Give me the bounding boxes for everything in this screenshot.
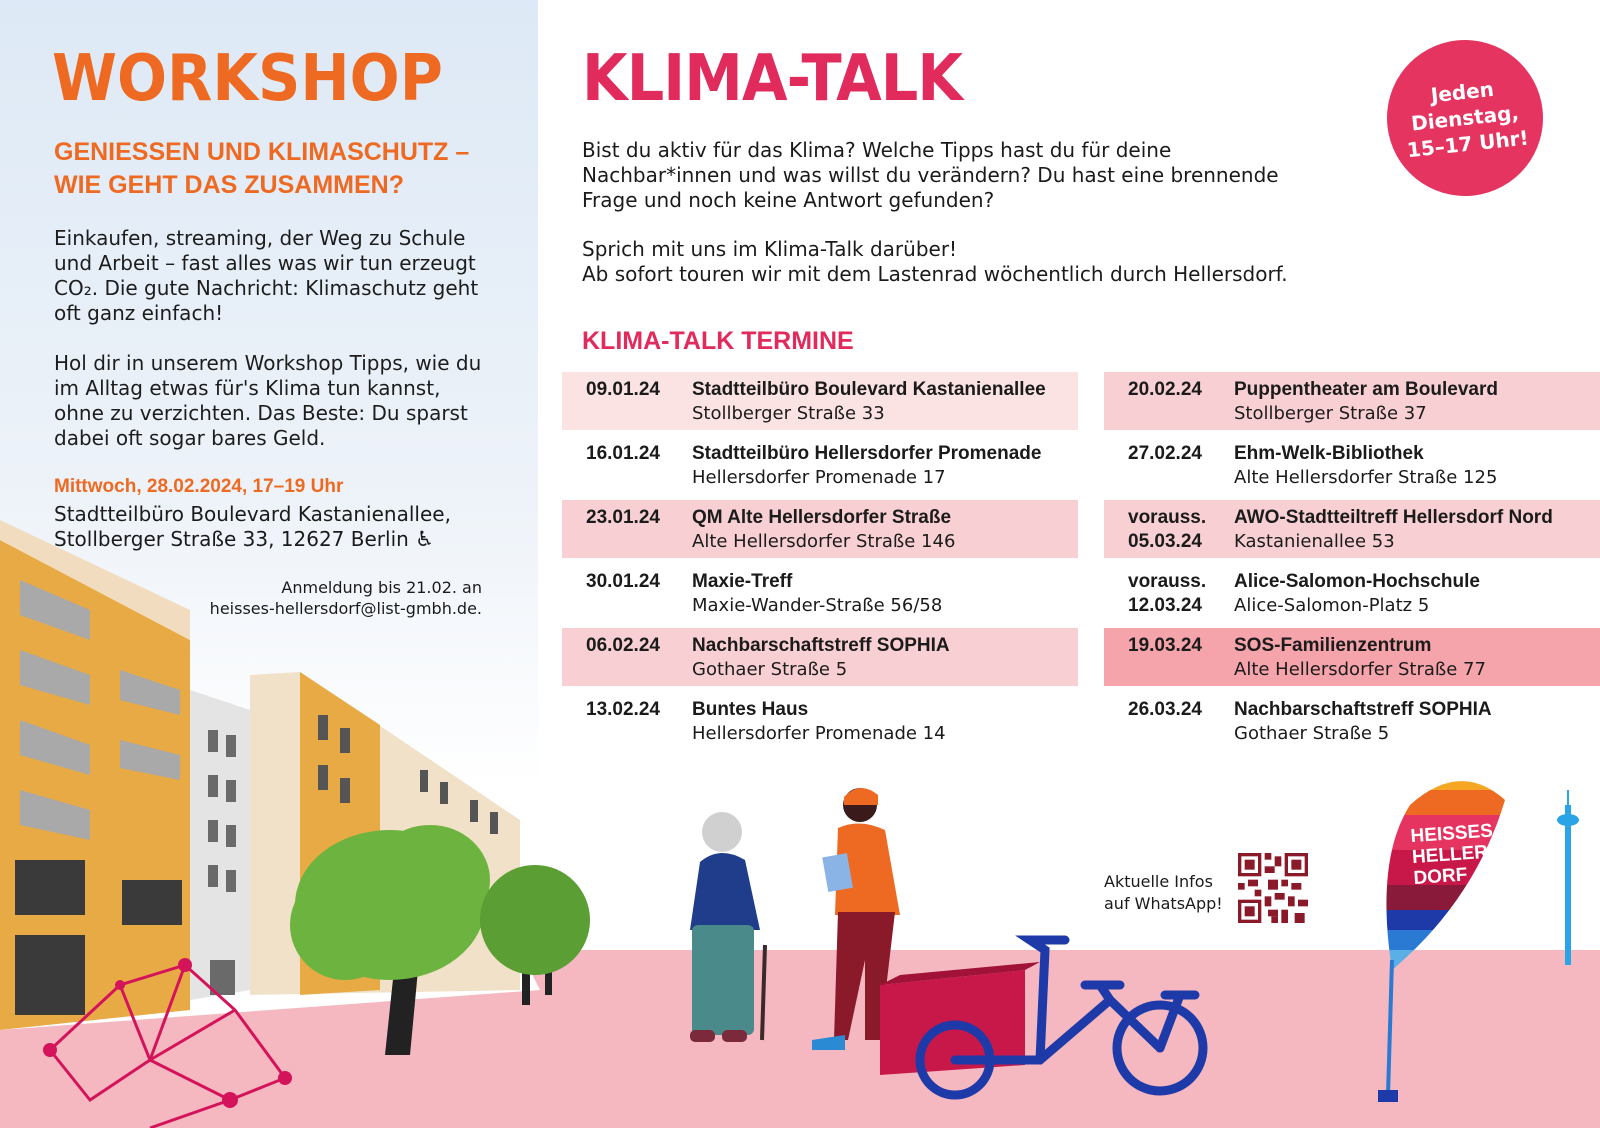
whatsapp-line1: Aktuelle Infos [1104,872,1213,891]
date-row [1104,564,1600,622]
date-row-address: Stollberger Straße 37 [1234,403,1427,424]
workshop-venue-line2: Stollberger Straße 33, 12627 Berlin [54,527,409,551]
date-row-date: 19.03.24 [1128,635,1202,656]
dates-title: KLIMA-TALK TERMINE [582,327,854,355]
date-row-venue: Buntes Haus [692,699,809,720]
flag-line3: DORF [1412,864,1469,890]
date-row-venue: Stadtteilbüro Boulevard Kastanienallee [692,379,1046,400]
date-row-date: 09.01.24 [586,379,660,400]
date-row [1104,436,1600,494]
date-row [562,500,1078,558]
date-row [1104,628,1600,686]
date-row-address: Alice-Salomon-Platz 5 [1234,595,1430,616]
workshop-paragraph-1: Einkaufen, streaming, der Weg zu Schule und Arbeit – fast alles was wir tun erzeugt CO₂. Die gute Nachricht: Klimaschutz geht oft ganz einfach! [54,226,479,325]
klima-talk-title: KLIMA-TALK [582,42,963,116]
date-row-date: 26.03.24 [1128,699,1202,720]
qr-code-icon[interactable] [1238,853,1308,923]
badge-line1: Jeden [1429,76,1495,108]
flag-line1: HEISSES [1409,820,1494,848]
workshop-venue-line1: Stadtteilbüro Boulevard Kastanienallee, [54,502,451,526]
workshop-paragraph-2: Hol dir in unserem Workshop Tipps, wie du im Alltag etwas für's Klima tun kannst, ohne zu verzichten. Das Beste: Du sparst dabei oft sogar bares Geld. [54,351,482,450]
date-row-address: Alte Hellersdorfer Straße 125 [1234,467,1498,488]
date-row-venue: AWO-Stadtteiltreff Hellersdorf Nord [1234,507,1553,528]
klima-talk-intro-2-line2: Ab sofort touren wir mit dem Lastenrad wöchentlich durch Hellersdorf. [582,262,1288,286]
date-row [562,372,1078,430]
date-row-date: 06.02.24 [586,635,660,656]
date-row-date: 13.02.24 [586,699,660,720]
workshop-subtitle-line1: GENIESSEN UND KLIMASCHUTZ – [54,138,470,166]
date-row-venue: Alice-Salomon-Hochschule [1234,571,1480,592]
date-row-date: 16.01.24 [586,443,660,464]
date-row-date: 20.02.24 [1128,379,1202,400]
date-row-venue: Puppentheater am Boulevard [1234,379,1498,400]
date-row-venue: Nachbarschaftstreff SOPHIA [1234,699,1492,720]
date-row [562,436,1078,494]
flag-line2: HELLERS [1411,840,1502,869]
date-row-venue: SOS-Familienzentrum [1234,635,1432,656]
date-row [562,692,1078,750]
registration-email[interactable]: heisses-hellersdorf@list-gmbh.de. [209,599,482,618]
date-row-address: Hellersdorfer Promenade 17 [692,467,946,488]
klima-talk-intro-2 [582,237,1322,287]
date-row-venue: Stadtteilbüro Hellersdorfer Promenade [692,443,1042,464]
whatsapp-line2: auf WhatsApp! [1104,894,1223,913]
date-row-date: vorauss. [1128,571,1207,592]
workshop-subtitle-line2: WIE GEHT DAS ZUSAMMEN? [54,171,404,199]
date-row [1104,500,1600,558]
date-row-address: Maxie-Wander-Straße 56/58 [692,595,943,616]
date-row-venue: Nachbarschaftstreff SOPHIA [692,635,950,656]
whatsapp-info [1104,871,1223,915]
heisses-hellersdorf-flag [1410,820,1504,889]
date-row [562,628,1078,686]
date-row [1104,692,1600,750]
registration-line1: Anmeldung bis 21.02. an [281,578,482,597]
klima-talk-intro-1: Bist du aktiv für das Klima? Welche Tipps hast du für deine Nachbar*innen und was willst du verändern? Du hast eine brennende Frage und noch keine Antwort gefunden? [582,138,1279,212]
date-row-date-2: 12.03.24 [1128,595,1202,616]
wheelchair-icon: ♿ [415,527,434,551]
date-row-date: vorauss. [1128,507,1207,528]
date-row-date: 23.01.24 [586,507,660,528]
date-row-venue: Ehm-Welk-Bibliothek [1234,443,1424,464]
date-row-venue: QM Alte Hellersdorfer Straße [692,507,952,528]
date-row-address: Alte Hellersdorfer Straße 77 [1234,659,1486,680]
date-row-address: Gothaer Straße 5 [692,659,848,680]
workshop-title: WORKSHOP [52,42,443,116]
workshop-subtitle [54,136,474,202]
date-row-address: Kastanienallee 53 [1234,531,1395,552]
date-row-address: Alte Hellersdorfer Straße 146 [692,531,956,552]
date-row [562,564,1078,622]
klima-talk-intro-2-line1: Sprich mit uns im Klima-Talk darüber! [582,237,958,261]
workshop-date: Mittwoch, 28.02.2024, 17–19 Uhr [54,476,344,497]
badge-line2: Dienstag, [1409,100,1521,136]
date-row [1104,372,1600,430]
date-row-address: Stollberger Straße 33 [692,403,885,424]
date-row-address: Hellersdorfer Promenade 14 [692,723,946,744]
date-row-venue: Maxie-Treff [692,571,793,592]
date-row-address: Gothaer Straße 5 [1234,723,1390,744]
date-row-date: 27.02.24 [1128,443,1202,464]
workshop-registration [180,577,482,619]
date-row-date-2: 05.03.24 [1128,531,1202,552]
date-row-date: 30.01.24 [586,571,660,592]
workshop-venue [54,502,504,552]
badge-line3: 15–17 Uhr! [1405,125,1530,163]
